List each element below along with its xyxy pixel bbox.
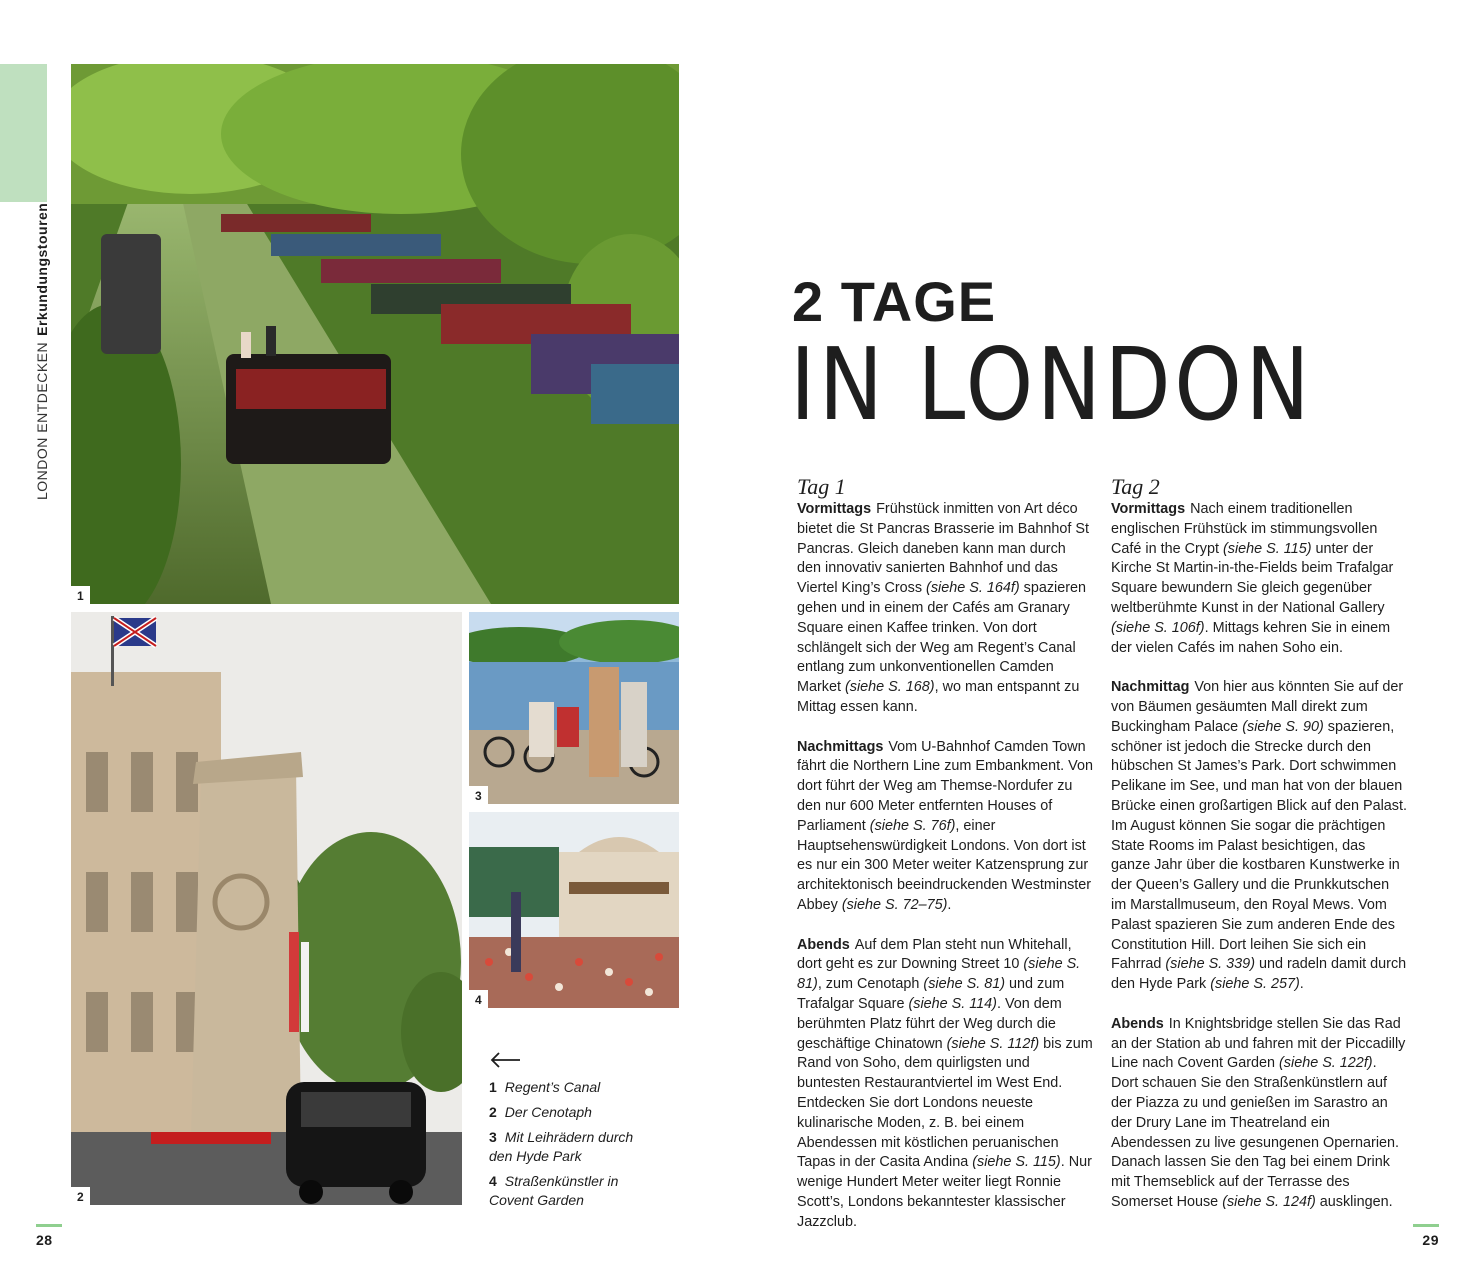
- paragraph-text: spazieren gehen und in einem der Cafés am Granary Square einen Kaffee trinken. Von dort schlängelt sich der Weg am Regent’s Canal entlang zum unkonventionellen Camden Market: [797, 580, 1087, 696]
- page-reference: (siehe S. 106f): [1111, 619, 1205, 636]
- itinerary-paragraph: [797, 500, 1093, 718]
- paragraph-text: ausklingen.: [1315, 1193, 1393, 1210]
- page-reference: (siehe S. 168): [844, 679, 935, 696]
- time-of-day-label: Vormittags: [797, 501, 872, 517]
- paragraph-text: . Dort schauen Sie den Straßenkünstlern auf der Piazza zu und genießen im Sarastro an der Drury Lane im Theatreland ein Abendessen zu live gesungenen Opernarien. Danach lassen Sie den Tag bei einem Drink mit Themseblick auf der Terrasse des Somerset House: [1111, 1055, 1400, 1210]
- paragraph-text: . Von dem berühmten Platz führt der Weg durch die geschäftige Chinatown: [797, 995, 1062, 1052]
- caption: 4 Straßenkünstler in Covent Garden: [489, 1173, 619, 1208]
- time-of-day-label: Nachmittag: [1111, 679, 1190, 696]
- paragraph-text: . Nur wenige Hundert Meter weiter liegt Ronnie Scott’s, Londons bekanntester klassischer Jazzclub.: [797, 1154, 1092, 1230]
- page-title-line1: 2 TAGE: [792, 270, 997, 333]
- itinerary-paragraph: [1111, 1015, 1407, 1213]
- page-reference: (siehe S. 122f): [1279, 1055, 1373, 1072]
- time-of-day-label: Abends: [1111, 1015, 1164, 1032]
- page-reference: (siehe S. 112f): [946, 1035, 1040, 1052]
- paragraph-text: In Knightsbridge stellen Sie das Rad an der Station ab und fahren mit der Piccadilly Line nach Covent Garden: [1111, 1015, 1406, 1072]
- paragraph-text: Von hier aus könnten Sie auf der von Bäumen gesäumten Mall direkt zum Buckingham Palace: [1111, 679, 1404, 735]
- paragraph-text: spazieren, schöner ist jedoch die Strecke durch den hübschen St James’s Park. Dort schwimmen Pelikane im See, und man hat von der blauen Brücke einen großartigen Blick auf den Palast. Im August können Sie sogar die prächtigen State Rooms im Palast besichtigen, das ganze Jahr über die kostbaren Kunstwerke in der Queen’s Gallery und die Prunkkutschen im Marstallmuseum, den Royal Mews. Vom Palast spazieren Sie zum anderen Ende des Constitution Hill. Dort leihen Sie sich ein Fahrrad: [1111, 718, 1407, 973]
- itinerary-paragraph: [1111, 678, 1407, 995]
- day-heading: Tag 2: [1111, 474, 1160, 499]
- paragraph-text: .: [1299, 976, 1304, 993]
- paragraph-text: Nach einem traditionellen englischen Frühstück im stimmungsvollen Café in the Crypt: [1111, 501, 1378, 557]
- itinerary-paragraph: [797, 936, 1093, 1233]
- caption: 2 Der Cenotaph: [489, 1104, 592, 1120]
- time-of-day-label: Abends: [797, 936, 850, 953]
- photo-covent-garden: [469, 812, 679, 1008]
- day-heading: Tag 1: [797, 474, 846, 499]
- paragraph-text: . Mittags kehren Sie in einem der vielen Cafés im nahen Soho ein.: [1111, 619, 1391, 656]
- page-reference: (siehe S. 257): [1210, 976, 1300, 993]
- page-reference: (siehe S. 339): [1165, 956, 1255, 973]
- paragraph-text: und zum Trafalgar Square: [797, 976, 1065, 1012]
- paragraph-text: , wo man entspannt zu Mittag essen kann.: [797, 679, 1080, 715]
- day-column: [797, 474, 1093, 1252]
- page-reference: (siehe S. 81): [923, 976, 1005, 993]
- paragraph-text: , zum Cenotaph: [817, 976, 924, 993]
- running-header-section: LONDON ENTDECKEN: [34, 341, 50, 500]
- caption: 1 Regent’s Canal: [489, 1079, 601, 1095]
- itinerary-paragraph: [1111, 500, 1407, 658]
- chapter-tab: [0, 64, 47, 202]
- paragraph-text: Auf dem Plan steht nun Whitehall, dort geht es zur Downing Street 10: [797, 936, 1072, 973]
- page-title-line2: IN LONDON: [790, 326, 1314, 443]
- paragraph-text: bis zum Rand von Soho, dem quirligsten und buntesten Restaurantviertel im West End. Entdecken Sie dort Londons neueste kulinarische Moden, z. B. bei einem Abendessen mit köstlichen peruanischen Tapas in der Casita Andina: [797, 1035, 1093, 1171]
- page-reference: (siehe S. 72–75): [841, 896, 948, 913]
- time-of-day-label: Nachmittags: [797, 738, 884, 755]
- page-reference: (siehe S. 115): [1222, 540, 1312, 557]
- page-reference: (siehe S. 124f): [1222, 1193, 1316, 1210]
- photo-hyde-park-bikes: [469, 612, 679, 804]
- photo-regents-canal: [71, 64, 679, 604]
- itinerary-paragraph: [797, 738, 1093, 916]
- paragraph-text: .: [947, 896, 952, 913]
- time-of-day-label: Vormittags: [1111, 501, 1186, 517]
- running-header-chapter: Erkundungstouren: [34, 202, 50, 336]
- page-reference: (siehe S. 164f): [926, 580, 1020, 597]
- paragraph-text: Vom U-Bahnhof Camden Town fährt die Northern Line zum Embankment. Von dort führt der Weg am Themse-Nordufer zu den nur 600 Meter entfernten Houses of Parliament: [797, 738, 1093, 834]
- running-header: [34, 203, 50, 500]
- page-reference: (siehe S. 90): [1242, 718, 1324, 735]
- day-column: [1111, 474, 1407, 1232]
- photo-number: 4: [469, 990, 488, 1008]
- caption: 3 Mit Leihrädern durch den Hyde Park: [489, 1129, 634, 1164]
- photo-number: 3: [469, 786, 488, 804]
- paragraph-text: und radeln damit durch den Hyde Park: [1111, 956, 1407, 993]
- photo-captions: [489, 1078, 659, 1216]
- photo-number: 2: [71, 1187, 90, 1205]
- photo-cenotaph: [71, 612, 462, 1205]
- page-reference: (siehe S. 81): [797, 956, 1081, 993]
- page-reference: (siehe S. 114): [908, 995, 997, 1012]
- paragraph-text: unter der Kirche St Martin-in-the-Fields beim Trafalgar Square bewundern Sie gleich gegenüber weltberühmte Kunst in der National Gallery: [1111, 540, 1394, 616]
- paragraph-text: , einer Hauptsehenswürdigkeit Londons. Von dort ist es nur ein 300 Meter weiter Katzensprung zur architektonisch beeindruckenden Westminster Abbey: [797, 817, 1092, 913]
- page-reference: (siehe S. 115): [972, 1154, 1061, 1171]
- photo-number: 1: [71, 586, 90, 604]
- page-number-right: 29: [1413, 1224, 1439, 1248]
- arrow-left-icon: [489, 1049, 521, 1071]
- page-number-left: 28: [36, 1224, 62, 1248]
- page-reference: (siehe S. 76f): [869, 817, 956, 834]
- paragraph-text: Frühstück inmitten von Art déco bietet die St Pancras Brasserie im Bahnhof St Pancras. Gleich daneben kann man durch den innovativ sanierten Bahnhof und das Viertel King’s Cross: [797, 501, 1089, 597]
